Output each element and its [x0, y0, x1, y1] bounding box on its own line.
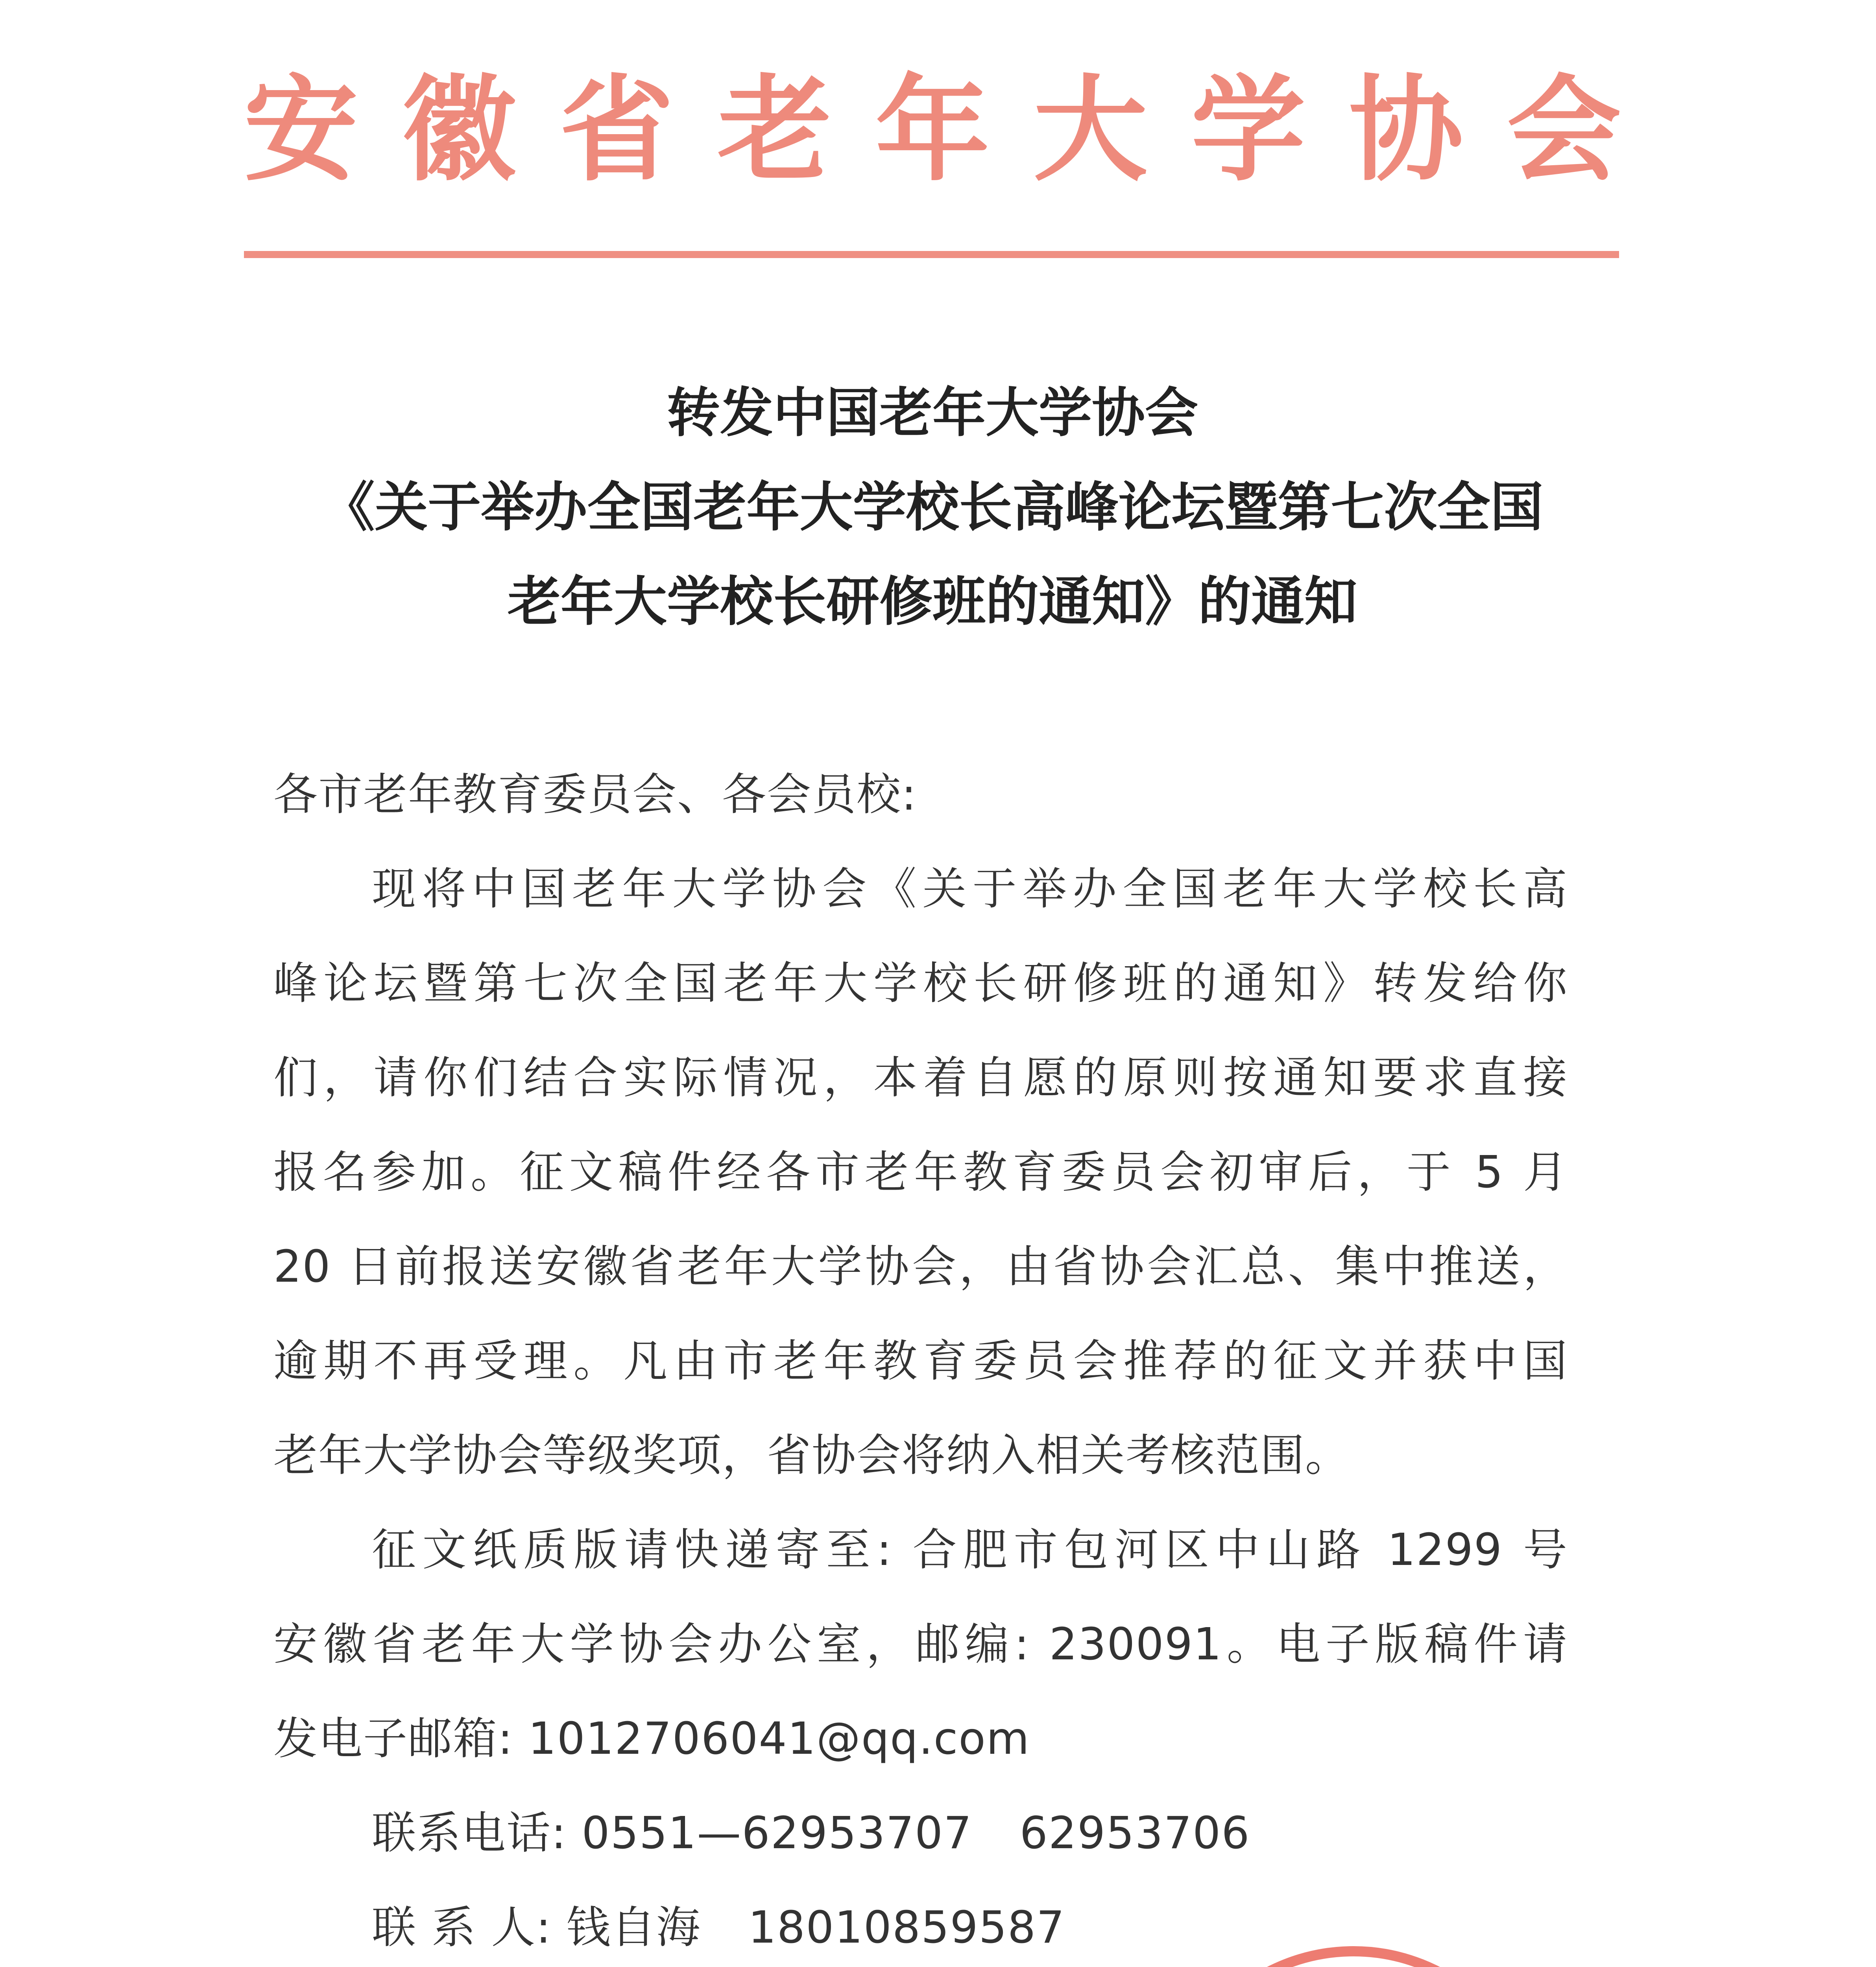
paragraph-line: 报名参加。征文稿件经各市老年教育委员会初审后，于 5 月: [273, 1147, 1568, 1198]
letterhead-char: 省: [559, 63, 674, 197]
paragraph-line: 发电子邮箱: 1012706041@qq.com: [273, 1713, 1030, 1764]
contact-phone-line: [273, 1786, 1568, 1880]
paragraph-1: [273, 842, 1568, 1503]
contact-label: 联 系 人:: [372, 1902, 552, 1953]
letterhead-char: 学: [1191, 63, 1305, 197]
letterhead-divider: [244, 251, 1619, 258]
paragraph-line: 安徽省老年大学协会办公室，邮编: 230091。电子版稿件请: [273, 1619, 1568, 1670]
document-title: [244, 366, 1621, 649]
phone-label: 联系电话:: [372, 1808, 567, 1859]
paragraph-line: 老年大学协会等级奖项，省协会将纳入相关考核范围。: [273, 1430, 1350, 1481]
title-line: 《关于举办全国老年大学校长高峰论坛暨第七次全国: [321, 476, 1544, 538]
letterhead-char: 老: [717, 63, 832, 197]
contact-name: 钱自海: [566, 1902, 701, 1953]
salutation: 各市老年教育委员会、各会员校:: [273, 769, 917, 820]
letterhead-char: 大: [1033, 63, 1148, 197]
title-line: 老年大学校长研修班的通知》的通知: [508, 571, 1357, 633]
letterhead-char: 会: [1507, 63, 1621, 197]
seal-ring: [1169, 1951, 1538, 1967]
document-body: [273, 747, 1568, 1967]
letterhead-char: 徽: [402, 63, 516, 197]
contact-phone: 18010859587: [748, 1902, 1065, 1953]
paragraph-line: 20 日前报送安徽省老年大学协会，由省协会汇总、集中推送，: [273, 1241, 1568, 1292]
paragraph-line: 逾期不再受理。凡由市老年教育委员会推荐的征文并获中国: [273, 1336, 1568, 1387]
letterhead: [244, 59, 1621, 201]
paragraph-line: 征文纸质版请快递寄至: 合肥市包河区中山路 1299 号: [372, 1524, 1568, 1576]
paragraph-line: 们，请你们结合实际情况，本着自愿的原则按通知要求直接: [273, 1052, 1568, 1103]
phone-number: 62953706: [1019, 1808, 1250, 1859]
paragraph-2: [273, 1503, 1568, 1786]
title-line: 转发中国老年大学协会: [667, 382, 1198, 444]
official-seal-icon: [1157, 1939, 1550, 1967]
letterhead-char: 年: [875, 63, 990, 197]
phone-number: 0551—62953707: [582, 1808, 973, 1859]
paragraph-line: 峰论坛暨第七次全国老年大学校长研修班的通知》转发给你: [273, 958, 1568, 1009]
letterhead-char: 协: [1349, 63, 1463, 197]
letterhead-char: 安: [244, 63, 358, 197]
paragraph-line: 现将中国老年大学协会《关于举办全国老年大学校长高: [372, 864, 1568, 915]
